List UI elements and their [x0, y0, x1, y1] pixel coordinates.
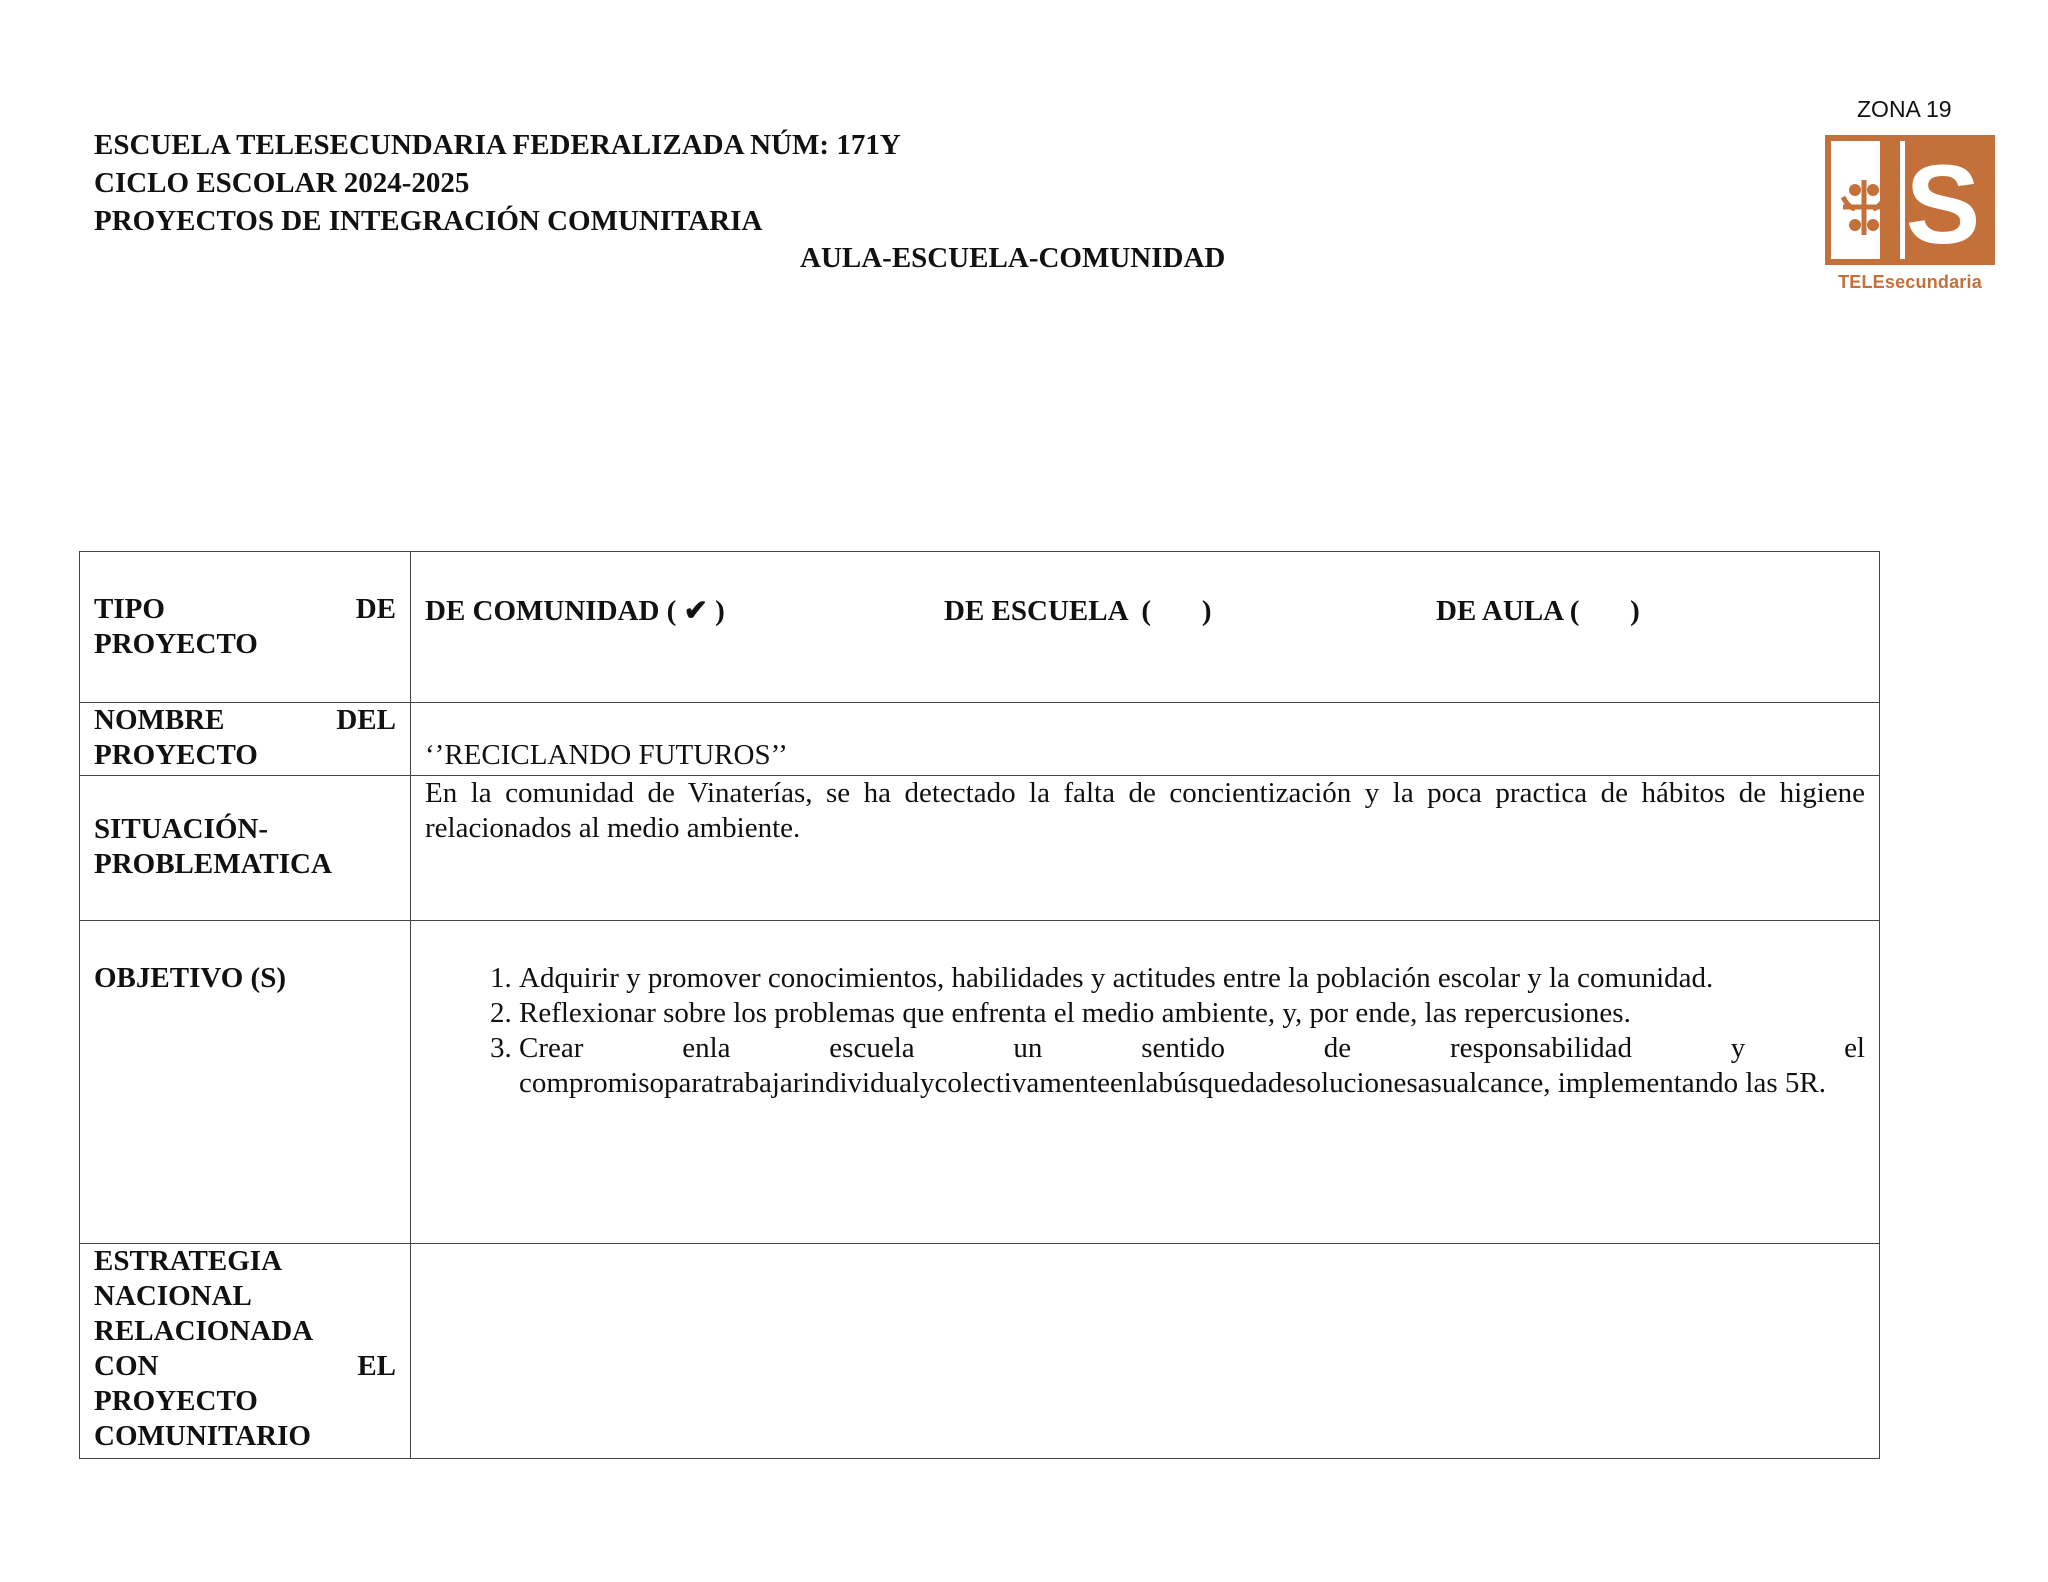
projects-title: PROYECTOS DE INTEGRACIÓN COMUNITARIA	[94, 205, 763, 237]
tipo-label-word: TIPO	[94, 593, 165, 625]
document-header	[94, 126, 901, 240]
objective-item: 1. Adquirir y promover conocimientos, habilidades y actitudes entre la población escolar y la comunidad.	[519, 961, 1865, 996]
estrategia-label-line: RELACIONADA	[94, 1315, 314, 1347]
table-row	[80, 921, 1880, 1244]
logo-caption: TELEsecundaria	[1838, 272, 1982, 292]
nombre-label-word: NOMBRE	[94, 704, 225, 736]
estrategia-label-word: CON	[94, 1350, 159, 1382]
option-escuela[interactable]: DE ESCUELA ( )	[944, 595, 1212, 627]
option-comunidad[interactable]: DE COMUNIDAD ( ✔ )	[425, 595, 725, 627]
table-row	[80, 1244, 1880, 1459]
table-row	[80, 703, 1880, 776]
table-row	[80, 776, 1880, 921]
situacion-text-line: En la comunidad de Vinaterías, se ha detectado la falta de concientización y la poca practica de hábitos de higiene	[425, 777, 1865, 809]
nombre-label-line	[94, 703, 396, 738]
objectives-list	[425, 961, 1865, 1101]
objective-item: 2. Reflexionar sobre los problemas que enfrenta el medio ambiente, y, por ende, las repercusiones.	[519, 996, 1865, 1031]
nombre-value-cell	[411, 703, 1880, 776]
project-name: ‘’RECICLANDO FUTUROS’’	[425, 739, 788, 771]
estrategia-label-line	[94, 1349, 396, 1384]
school-name: ESCUELA TELESECUNDARIA FEDERALIZADA NÚM: 171Y	[94, 129, 901, 161]
tipo-label-line: PROYECTO	[94, 628, 258, 660]
tipo-options-cell	[411, 552, 1880, 703]
svg-text:S: S	[1905, 142, 1981, 265]
objetivo-value-cell	[411, 921, 1880, 1244]
situacion-label-line: PROBLEMATICA	[94, 848, 332, 880]
estrategia-label-line: COMUNITARIO	[94, 1420, 311, 1452]
objetivo-label: OBJETIVO (S)	[94, 962, 286, 994]
tipo-label-word: DE	[355, 593, 396, 625]
school-cycle: CICLO ESCOLAR 2024-2025	[94, 167, 470, 199]
nombre-label-word: DEL	[336, 704, 396, 736]
estrategia-value-cell[interactable]	[411, 1244, 1880, 1459]
estrategia-label-cell	[80, 1244, 411, 1459]
table-row	[80, 552, 1880, 703]
tipo-options	[425, 552, 1865, 702]
nombre-label-cell	[80, 703, 411, 776]
estrategia-label-line: ESTRATEGIA	[94, 1245, 283, 1277]
document-subtitle: AULA-ESCUELA-COMUNIDAD	[800, 242, 1226, 274]
estrategia-label-line: NACIONAL	[94, 1280, 252, 1312]
situacion-label-line: SITUACIÓN-	[94, 813, 269, 845]
tipo-label-cell	[80, 552, 411, 703]
telesecundaria-logo	[1825, 135, 1995, 293]
objetivo-label-cell	[80, 921, 411, 1244]
estrategia-label-word: EL	[357, 1350, 396, 1382]
tipo-label-line	[94, 592, 396, 627]
situacion-label-cell	[80, 776, 411, 921]
situacion-text-line: relacionados al medio ambiente.	[425, 812, 801, 844]
ts-logo-icon	[1825, 135, 1995, 265]
estrategia-label-line: PROYECTO	[94, 1385, 258, 1417]
nombre-label-line: PROYECTO	[94, 739, 258, 771]
situacion-value-cell	[411, 776, 1880, 921]
project-table	[79, 551, 1880, 1459]
objective-item: 3. Crear enla escuela un sentido de responsabilidad y el compromisoparatrabajarindividualycolectivamenteenlabúsquedadesolucionesasualcance, implementando las 5R.	[519, 1031, 1865, 1101]
zone-label: ZONA 19	[1857, 96, 1952, 122]
option-aula[interactable]: DE AULA ( )	[1436, 595, 1640, 627]
